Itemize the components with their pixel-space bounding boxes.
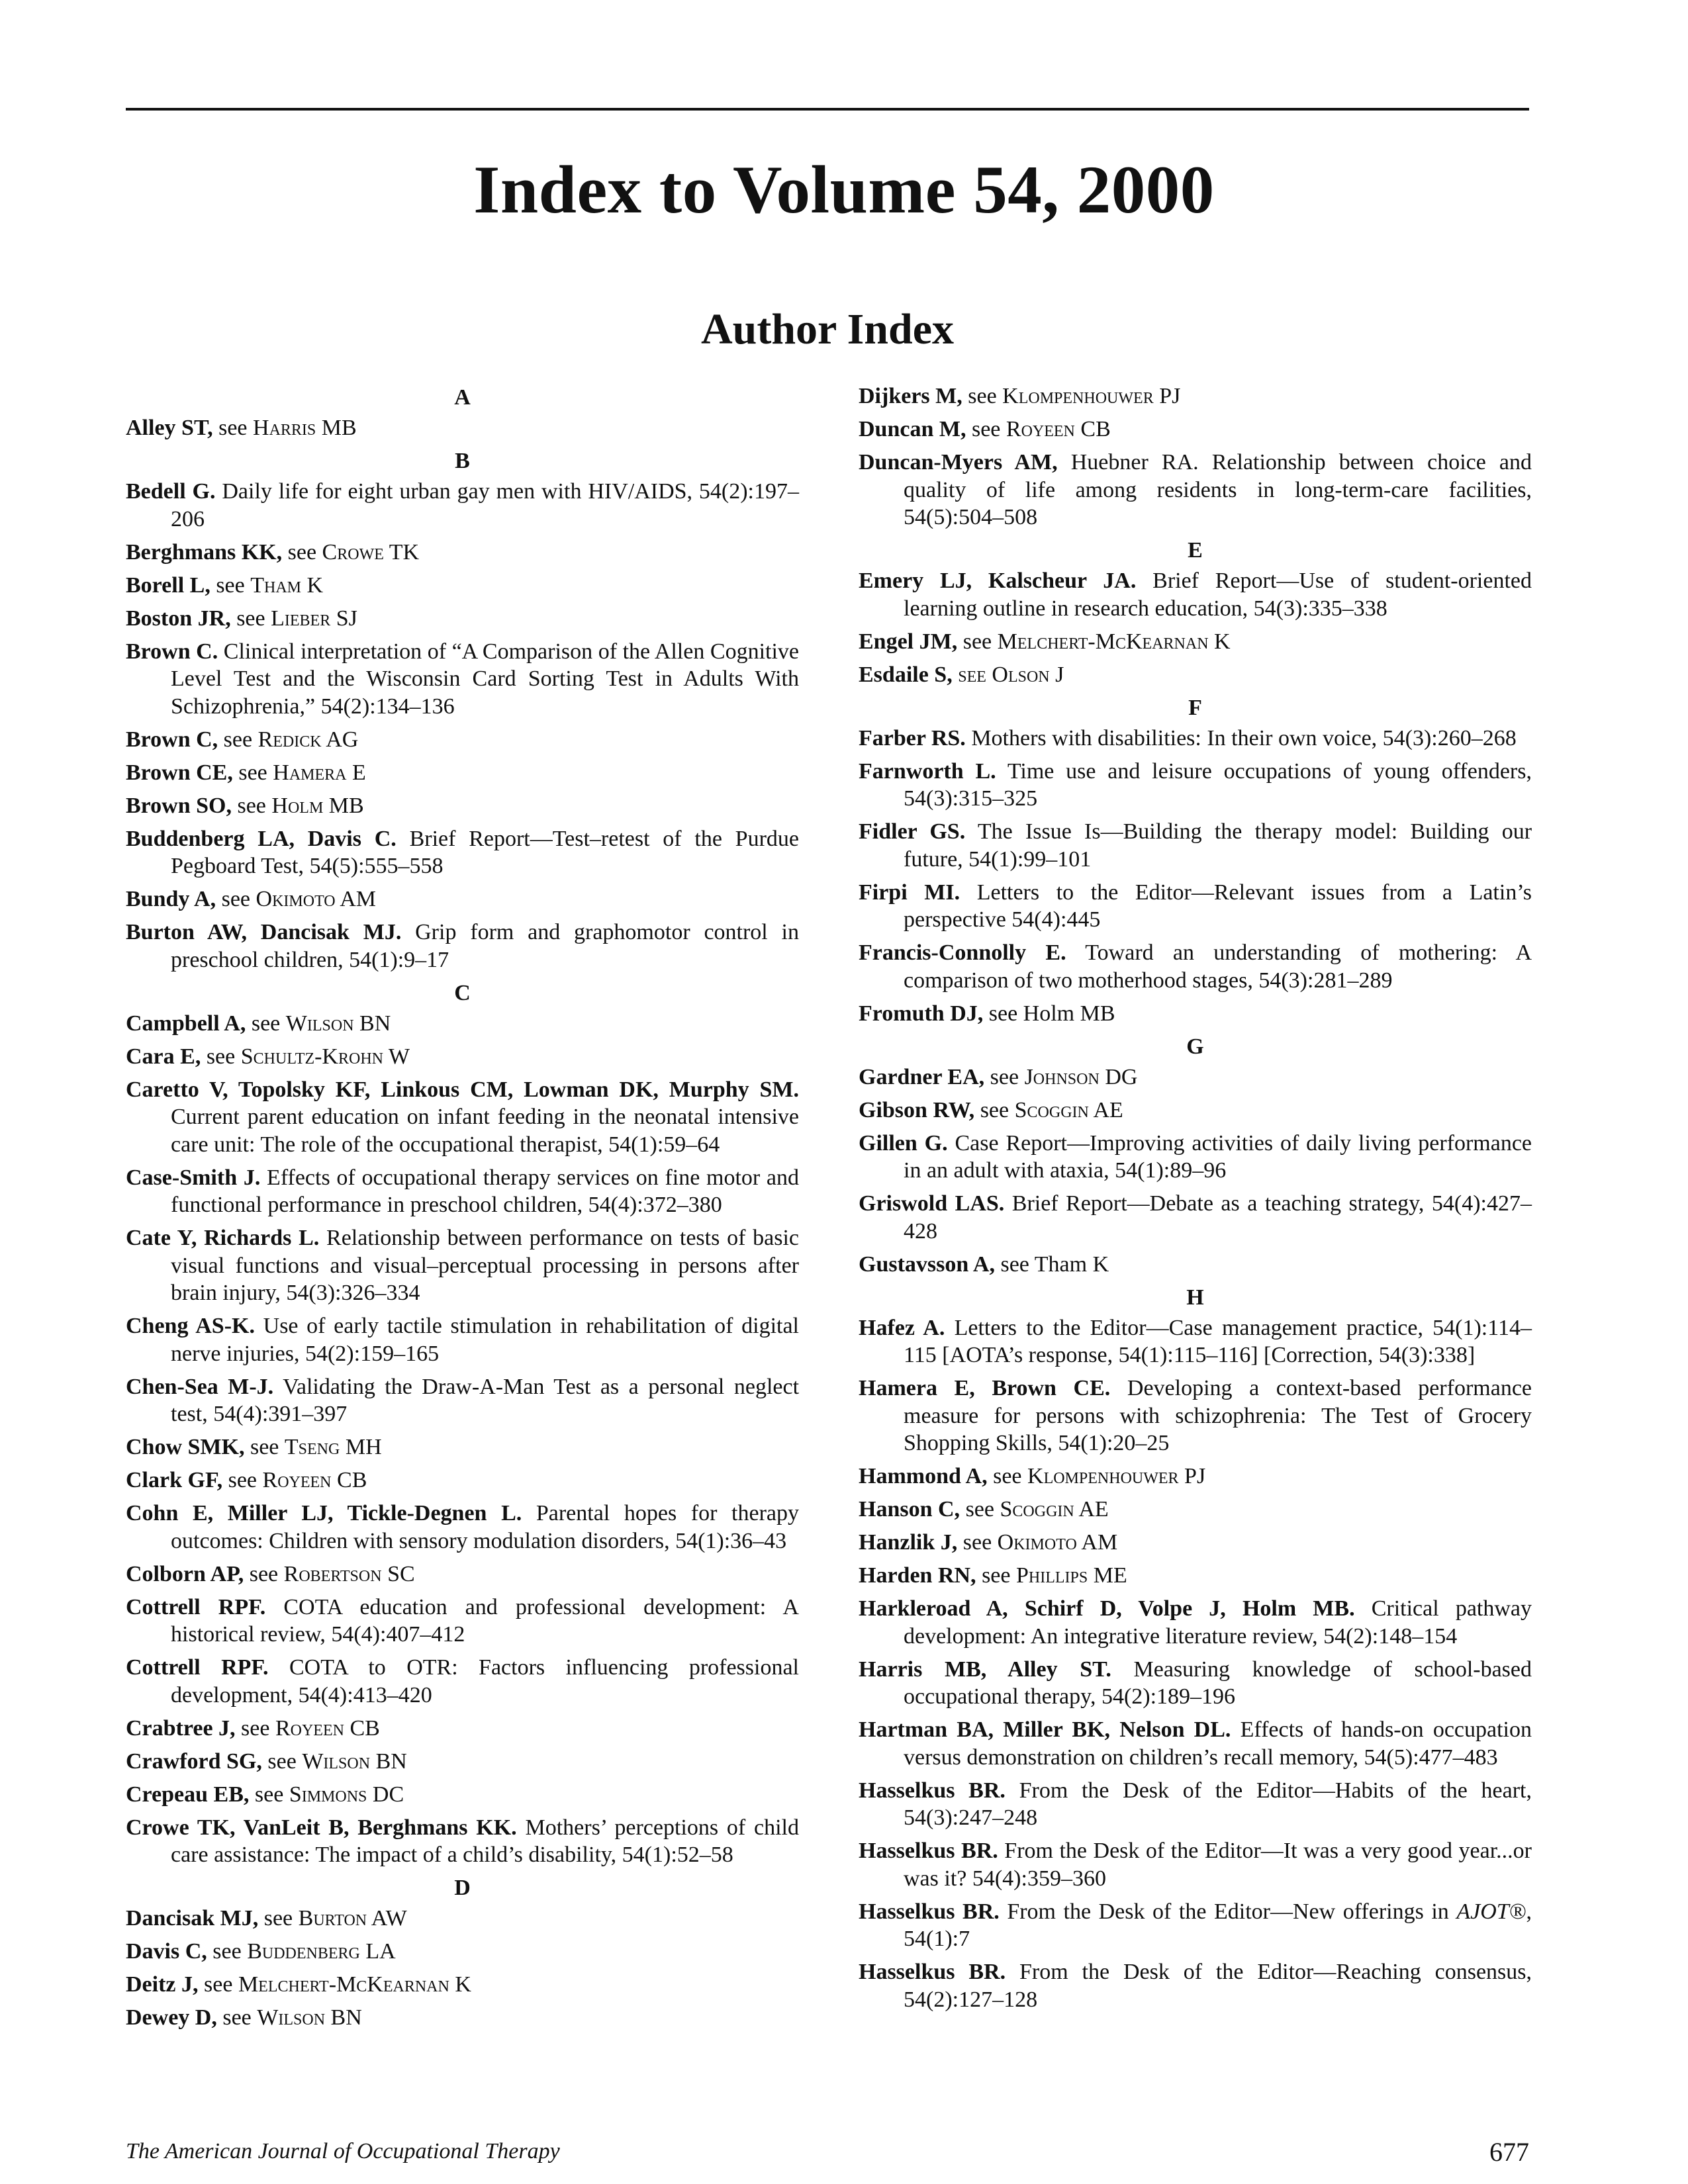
entry-author: Crawford SG, <box>126 1749 262 1774</box>
entry-cross-reference: Crowe TK <box>322 539 420 565</box>
index-entry <box>126 414 799 442</box>
entry-text: see <box>238 760 273 785</box>
index-entry <box>859 1958 1532 2013</box>
entry-citation: , 54(1):7 <box>904 1899 1532 1951</box>
entry-separator <box>213 416 219 440</box>
index-entry <box>126 1938 799 1966</box>
entry-author: Cohn E, Miller LJ, Tickle-Degnen L. <box>126 1501 522 1525</box>
index-letter-heading: A <box>454 385 471 410</box>
entry-cross-reference: Lieber SJ <box>271 606 357 631</box>
entry-text: see <box>249 1561 284 1586</box>
index-entry <box>126 1500 799 1555</box>
entry-text: see <box>993 1464 1028 1488</box>
index-entry <box>126 572 799 600</box>
entry-separator <box>1006 1960 1019 1984</box>
entry-author: Francis-Connolly E. <box>859 940 1066 965</box>
entry-text: Current parent education on infant feeding in the neonatal intensive care unit: The role of the occupational therapist, 54(1):59–64 <box>171 1105 799 1157</box>
entry-text: see <box>237 793 272 818</box>
index-entry <box>859 818 1532 873</box>
entry-author: Harris MB, Alley ST. <box>859 1657 1111 1682</box>
entry-author: Cottrell RPF. <box>126 1655 269 1680</box>
entry-text: Measuring knowledge of school-based occupational therapy, 54(2):189–196 <box>904 1657 1532 1709</box>
index-entry <box>859 416 1532 443</box>
index-letter-heading: E <box>1188 538 1203 563</box>
entry-cross-reference: Redick AG <box>258 727 359 752</box>
entry-separator <box>260 1165 267 1190</box>
index-letter-heading: G <box>1186 1034 1204 1059</box>
footer-journal-name: The American Journal of Occupational Therapy <box>126 2139 560 2163</box>
index-column-right <box>859 383 1532 2019</box>
entry-separator <box>965 819 978 844</box>
entry-cross-reference: Harris MB <box>253 416 357 440</box>
entry-text: Mothers’ perceptions of child care assistance: The impact of a child’s disability, 54(1):52–58 <box>171 1815 799 1867</box>
entry-text: see <box>982 1563 1016 1588</box>
entry-text: see <box>965 1497 1000 1522</box>
entry-author: Colborn AP, <box>126 1561 244 1586</box>
entry-text: Letters to the Editor—Relevant issues from a Latin’s perspective 54(4):445 <box>904 880 1532 932</box>
entry-cross-reference: Burton AW <box>298 1906 407 1931</box>
index-entry <box>859 1898 1532 1953</box>
entry-cross-reference: see Olson J <box>958 662 1064 687</box>
index-entry <box>859 628 1532 656</box>
entry-text: From the Desk of the Editor—Reaching consensus, 54(2):127–128 <box>904 1960 1532 2012</box>
entry-author: Farber RS. <box>859 725 966 751</box>
index-entry <box>126 1312 799 1367</box>
entry-text: see <box>228 1468 263 1492</box>
entry-separator <box>218 639 224 664</box>
entry-cross-reference: Tseng MH <box>284 1435 382 1459</box>
index-letter-heading: B <box>455 449 470 473</box>
entry-author: Burton AW, Dancisak MJ. <box>126 920 402 944</box>
index-column-left <box>126 383 799 2037</box>
entry-separator <box>246 1011 252 1036</box>
entry-separator <box>1066 940 1086 965</box>
index-entry <box>126 2004 799 2032</box>
entry-cross-reference: Royeen CB <box>1006 417 1111 441</box>
entry-text: see <box>962 629 998 654</box>
entry-author: Dewey D, <box>126 2005 217 2030</box>
entry-separator <box>1355 1596 1372 1621</box>
entry-separator <box>201 1044 207 1069</box>
entry-author: Alley ST, <box>126 416 213 440</box>
entry-text: see <box>990 1064 1025 1089</box>
entry-author: Griswold LAS. <box>859 1191 1005 1216</box>
entry-separator <box>1006 1778 1019 1803</box>
entry-text: Brief Report—Test–retest of the Purdue Pegboard Test, 54(5):555–558 <box>171 826 800 878</box>
index-entry <box>126 605 799 633</box>
entry-text: Relationship between performance on tests of basic visual functions and visual–perceptual processing in persons after brain injury, 54(3):326–334 <box>171 1226 800 1305</box>
entry-author: Crowe TK, VanLeit B, Berghmans KK. <box>126 1815 517 1840</box>
index-entry <box>859 725 1532 752</box>
entry-cross-reference: Klompenhouwer PJ <box>1027 1464 1206 1488</box>
entry-text: see <box>287 539 322 565</box>
entry-text: Critical pathway development: An integrative literature review, 54(2):148–154 <box>904 1596 1532 1649</box>
entry-cross-reference: Scoggin AE <box>1000 1497 1109 1522</box>
entry-journal-title: AJOT® <box>1456 1899 1526 1924</box>
index-entry <box>126 1010 799 1038</box>
entry-separator <box>215 479 222 504</box>
entry-author: Gibson RW, <box>859 1097 975 1122</box>
index-entry <box>126 1814 799 1869</box>
index-entry <box>859 1837 1532 1892</box>
entry-text: COTA to OTR: Factors influencing professional development, 54(4):413–420 <box>171 1655 799 1707</box>
index-entry <box>859 879 1532 934</box>
entry-cross-reference: Wilson BN <box>285 1011 391 1036</box>
entry-separator <box>1004 1191 1012 1216</box>
entry-text: Clinical interpretation of “A Comparison of the Allen Cognitive Level Test and the Wisconsin Card Sorting Test in Adults With Schizophrenia,” 54(2):134–136 <box>171 639 799 719</box>
entry-text: see <box>236 606 271 631</box>
entry-text: Letters to the Editor—Case management practice, 54(1):114–115 [AOTA’s response, 54(1):115–116] [Correction, 54(3):338] <box>904 1315 1532 1367</box>
entry-separator <box>998 1839 1005 1863</box>
index-entry <box>859 1656 1532 1711</box>
entry-author: Duncan M, <box>859 417 966 441</box>
index-entry <box>859 1529 1532 1557</box>
entry-cross-reference: Wilson BN <box>302 1749 407 1774</box>
entry-author: Cate Y, Richards L. <box>126 1226 320 1250</box>
entry-separator <box>199 1972 205 1997</box>
index-entry <box>126 919 799 974</box>
entry-separator <box>953 662 959 687</box>
entry-separator <box>1111 1657 1134 1682</box>
entry-separator <box>273 1375 283 1399</box>
index-entry <box>126 759 799 787</box>
entry-cross-reference: Tham K <box>250 572 324 598</box>
index-entry <box>126 1433 799 1461</box>
index-entry <box>126 539 799 567</box>
entry-text: The Issue Is—Building the therapy model: Building our future, 54(1):99–101 <box>904 819 1532 872</box>
entry-text: Parental hopes for therapy outcomes: Children with sensory modulation disorders, 54(1):36–43 <box>171 1501 799 1553</box>
index-entry <box>126 1164 799 1219</box>
entry-text: see <box>222 2005 258 2030</box>
entry-author: Campbell A, <box>126 1011 246 1036</box>
index-entry <box>859 1463 1532 1490</box>
entry-text: Effects of occupational therapy services on fine motor and functional performance in preschool children, 54(4):372–380 <box>171 1165 800 1217</box>
entry-cross-reference: Scoggin AE <box>1014 1097 1123 1122</box>
index-entry <box>859 939 1532 994</box>
entry-author: Fromuth DJ, <box>859 1001 984 1026</box>
entry-separator <box>966 417 972 441</box>
entry-author: Gillen G. <box>859 1130 948 1156</box>
entry-separator <box>282 540 288 565</box>
entry-text: see <box>267 1749 303 1774</box>
entry-text: see <box>223 727 258 752</box>
entry-author: Hasselkus BR. <box>859 1960 1006 1984</box>
index-entry <box>126 1373 799 1428</box>
index-entry <box>126 1043 799 1071</box>
entry-cross-reference: Royeen CB <box>275 1715 380 1741</box>
entry-author: Hartman BA, Miller BK, Nelson DL. <box>859 1717 1231 1742</box>
entry-separator <box>1136 569 1152 593</box>
footer-page-number: 677 <box>1489 2137 1529 2167</box>
index-entry <box>859 1595 1532 1650</box>
entry-author: Bedell G. <box>126 479 216 504</box>
entry-cross-reference: Simmons DC <box>289 1782 404 1807</box>
page-title: Index to Volume 54, 2000 <box>473 152 1215 228</box>
entry-cross-reference: Robertson SC <box>283 1561 415 1586</box>
index-entry <box>126 638 799 721</box>
entry-author: Buddenberg LA, Davis C. <box>126 826 397 851</box>
entry-author: Brown CE, <box>126 760 233 785</box>
entry-author: Deitz J, <box>126 1972 199 1997</box>
index-letter-heading: H <box>1186 1285 1204 1310</box>
entry-author: Boston JR, <box>126 606 231 631</box>
entry-separator <box>974 1098 980 1122</box>
index-entry <box>859 567 1532 622</box>
index-entry <box>126 1654 799 1709</box>
entry-author: Borell L, <box>126 572 211 598</box>
entry-separator <box>255 1314 263 1338</box>
entry-separator <box>988 1464 994 1488</box>
index-entry <box>859 1130 1532 1185</box>
entry-cross-reference: Melchert-McKearnan K <box>997 629 1231 654</box>
entry-separator <box>976 1563 982 1588</box>
entry-text: see Holm MB <box>988 1001 1115 1026</box>
entry-text: see <box>212 1939 248 1964</box>
top-rule <box>126 108 1529 111</box>
entry-separator <box>244 1435 250 1459</box>
entry-author: Chow SMK, <box>126 1435 245 1459</box>
entry-text: Case Report—Improving activities of daily living performance in an adult with ataxia, 54(1):89–96 <box>904 1130 1532 1183</box>
entry-separator <box>222 1468 228 1492</box>
entry-separator <box>948 1131 955 1156</box>
index-entry <box>859 1064 1532 1091</box>
entry-cross-reference: Holm MB <box>271 793 364 818</box>
entry-author: Hafez A. <box>859 1315 945 1340</box>
entry-separator <box>258 1906 264 1931</box>
entry-author: Harden RN, <box>859 1563 976 1588</box>
entry-cross-reference: Klompenhouwer PJ <box>1002 384 1181 408</box>
entry-text: Mothers with disabilities: In their own voice, 54(3):260–268 <box>971 725 1517 751</box>
entry-author: Hasselkus BR. <box>859 1778 1006 1803</box>
entry-author: Hanzlik J, <box>859 1530 958 1555</box>
entry-text: see <box>206 1044 241 1069</box>
index-entry <box>859 661 1532 689</box>
entry-separator <box>1110 1376 1127 1400</box>
entry-separator <box>1231 1717 1240 1742</box>
entry-author: Hasselkus BR. <box>859 1839 998 1863</box>
entry-separator <box>218 727 224 752</box>
entry-separator <box>265 1595 283 1619</box>
entry-author: Gustavsson A, <box>859 1251 995 1277</box>
index-entry <box>859 1251 1532 1279</box>
entry-author: Crabtree J, <box>126 1715 236 1741</box>
entry-separator <box>960 1497 966 1522</box>
index-entry <box>126 1748 799 1776</box>
entry-text: see <box>962 1530 998 1555</box>
index-entry <box>859 1314 1532 1369</box>
entry-cross-reference: Royeen CB <box>262 1468 367 1492</box>
entry-author: Caretto V, Topolsky KF, Linkous CM, Lowman DK, Murphy SM. <box>126 1077 799 1102</box>
entry-separator <box>231 606 237 631</box>
entry-author: Farnworth L. <box>859 758 996 784</box>
entry-text: see <box>218 416 254 440</box>
entry-text: Time use and leisure occupations of young offenders, 54(3):315–325 <box>904 758 1532 811</box>
entry-separator <box>517 1815 526 1840</box>
entry-separator <box>960 880 977 905</box>
entry-text: Brief Report—Use of student-oriented learning outline in research education, 54(3):335–338 <box>904 569 1532 621</box>
entry-separator <box>216 887 222 911</box>
entry-author: Fidler GS. <box>859 819 966 844</box>
index-entry <box>859 1716 1532 1771</box>
index-letter-heading: F <box>1188 695 1202 720</box>
entry-text: Validating the Draw-A-Man Test as a personal neglect test, 54(4):391–397 <box>171 1374 800 1426</box>
entry-text: see <box>968 384 1003 408</box>
entry-separator <box>983 1001 989 1026</box>
entry-text: Daily life for eight urban gay men with HIV/AIDS, 54(2):197–206 <box>171 479 799 531</box>
entry-author: Engel JM, <box>859 629 958 654</box>
index-entry <box>126 1561 799 1588</box>
entry-text: From the Desk of the Editor—Habits of the heart, 54(3):247–248 <box>904 1778 1532 1830</box>
entry-cross-reference: Wilson BN <box>257 2005 362 2030</box>
index-entry <box>126 1971 799 1999</box>
index-entry <box>126 478 799 533</box>
index-entry <box>859 1000 1532 1028</box>
index-entry <box>126 1224 799 1307</box>
index-entry <box>859 1190 1532 1245</box>
entry-separator <box>269 1655 289 1680</box>
entry-separator <box>984 1065 990 1089</box>
entry-text: see <box>241 1715 275 1741</box>
index-entry <box>859 449 1532 531</box>
entry-author: Dancisak MJ, <box>126 1906 259 1931</box>
entry-text: Use of early tactile stimulation in rehabilitation of digital nerve injuries, 54(2):159–165 <box>171 1314 800 1366</box>
entry-author: Harkleroad A, Schirf D, Volpe J, Holm MB. <box>859 1596 1355 1621</box>
index-entry <box>859 758 1532 813</box>
index-entry <box>859 1375 1532 1457</box>
index-entry <box>859 1777 1532 1832</box>
entry-text: Brief Report—Debate as a teaching strategy, 54(4):427–428 <box>904 1191 1532 1244</box>
entry-author: Esdaile S, <box>859 662 953 687</box>
entry-text: see <box>250 1435 285 1459</box>
entry-author: Cara E, <box>126 1044 201 1069</box>
entry-separator <box>319 1226 326 1250</box>
entry-separator <box>249 1782 255 1807</box>
index-entry <box>859 1097 1532 1124</box>
entry-author: Chen-Sea M-J. <box>126 1374 274 1399</box>
index-letter-heading: C <box>454 980 471 1005</box>
index-entry <box>126 825 799 880</box>
entry-separator <box>957 629 963 654</box>
entry-author: Hasselkus BR. <box>859 1899 1000 1924</box>
entry-author: Duncan-Myers AM, <box>859 450 1058 475</box>
entry-cross-reference: Schultz-Krohn W <box>240 1044 410 1069</box>
entry-separator <box>397 827 410 851</box>
entry-cross-reference: Johnson DG <box>1024 1064 1138 1089</box>
index-entry <box>859 1496 1532 1524</box>
index-entry <box>126 1594 799 1649</box>
entry-cross-reference: Phillips ME <box>1015 1563 1127 1588</box>
entry-author: Clark GF, <box>126 1468 223 1492</box>
entry-text: From the Desk of the Editor—New offerings in <box>1007 1899 1457 1924</box>
entry-text: see <box>254 1782 289 1807</box>
entry-author: Dijkers M, <box>859 384 962 408</box>
entry-author: Bundy A, <box>126 887 216 911</box>
entry-text: Toward an understanding of mothering: A comparison of two motherhood stages, 54(3):281–289 <box>904 940 1532 993</box>
entry-author: Hammond A, <box>859 1464 988 1488</box>
entry-separator <box>522 1501 536 1525</box>
entry-separator <box>962 384 968 408</box>
entry-text: Developing a context-based performance measure for persons with schizophrenia: The Test of Grocery Shopping Skills, 54(1):20–25 <box>904 1376 1532 1455</box>
index-entry <box>126 726 799 754</box>
entry-text: see <box>221 887 256 911</box>
index-letter-heading: D <box>454 1876 471 1900</box>
entry-author: Berghmans KK, <box>126 539 283 565</box>
section-title: Author Index <box>700 305 955 353</box>
entry-author: Hanson C, <box>859 1497 961 1522</box>
entry-cross-reference: Buddenberg LA <box>247 1939 396 1964</box>
entry-cross-reference: Hamera E <box>273 760 366 785</box>
index-entry <box>126 792 799 820</box>
entry-separator <box>244 1562 250 1586</box>
index-entry <box>859 1562 1532 1590</box>
entry-separator <box>945 1316 954 1340</box>
index-entry <box>126 1467 799 1494</box>
entry-author: Hamera E, Brown CE. <box>859 1376 1111 1400</box>
index-entry <box>859 383 1532 410</box>
entry-text: see <box>251 1011 286 1036</box>
entry-text: see <box>980 1097 1015 1122</box>
entry-text: see <box>204 1972 238 1997</box>
entry-author: Firpi MI. <box>859 880 961 905</box>
index-entry <box>126 1715 799 1743</box>
entry-text: Grip form and graphomotor control in preschool children, 54(1):9–17 <box>171 920 799 972</box>
entry-text: Effects of hands-on occupation versus demonstration on children’s recall memory, 54(5):477–483 <box>904 1717 1532 1770</box>
entry-text: Huebner RA. Relationship between choice and quality of life among residents in long-term-care facilities, 54(5):504–508 <box>904 450 1532 529</box>
entry-author: Emery LJ, Kalscheur JA. <box>859 569 1137 593</box>
entry-cross-reference: Melchert-McKearnan K <box>238 1972 471 1997</box>
entry-text: see <box>263 1906 299 1931</box>
entry-cross-reference: Okimoto AM <box>256 887 377 911</box>
entry-separator <box>236 1716 242 1741</box>
entry-separator <box>996 759 1008 784</box>
entry-separator <box>957 1530 963 1555</box>
entry-author: Brown SO, <box>126 793 232 818</box>
entry-author: Cheng AS-K. <box>126 1314 255 1338</box>
index-entry <box>126 1076 799 1159</box>
entry-author: Cottrell RPF. <box>126 1594 266 1619</box>
entry-text: see <box>216 572 251 598</box>
entry-author: Brown C. <box>126 639 218 664</box>
entry-separator <box>1000 1899 1008 1924</box>
entry-text: see <box>971 417 1006 441</box>
index-entry <box>126 886 799 913</box>
entry-cross-reference: Okimoto AM <box>997 1530 1118 1555</box>
entry-author: Gardner EA, <box>859 1064 985 1089</box>
entry-separator <box>1058 450 1071 475</box>
entry-author: Brown C, <box>126 727 218 752</box>
entry-author: Crepeau EB, <box>126 1782 250 1807</box>
entry-separator <box>401 920 415 944</box>
entry-text: see Tham K <box>1000 1251 1109 1277</box>
entry-text: From the Desk of the Editor—It was a very good year...or was it? 54(4):359–360 <box>904 1839 1532 1891</box>
index-entry <box>126 1781 799 1809</box>
entry-author: Case-Smith J. <box>126 1165 261 1190</box>
entry-text: COTA education and professional development: A historical review, 54(4):407–412 <box>171 1594 799 1647</box>
entry-author: Davis C, <box>126 1939 207 1964</box>
index-entry <box>126 1905 799 1933</box>
